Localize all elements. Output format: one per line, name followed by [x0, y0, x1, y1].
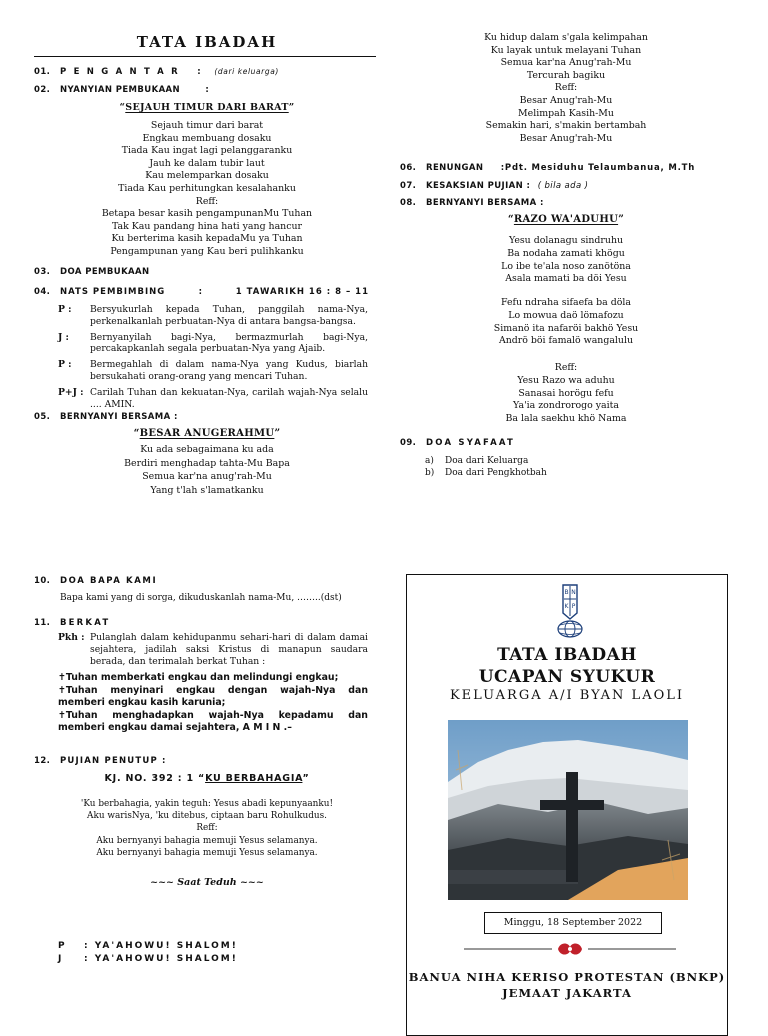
cover-photo: [448, 720, 688, 900]
syafaat-item: b) Doa dari Pengkhotbah: [425, 468, 547, 478]
bnkp-logo: [555, 583, 585, 639]
section-04: 04. NATS PEMBIMBING : 1 TAWARIKH 16 : 8 – 11: [34, 287, 369, 297]
section-02: 02. NYANYIAN PEMBUKAAN :: [34, 85, 210, 95]
song-lyrics-besar: Ku ada sebagaimana ku ada Berdiri menghadap tahta-Mu Bapa Semua kar'na anug'rah-Mu Yang t'lah s'lamatkanku: [124, 444, 290, 496]
section-03: 03. DOA PEMBUKAAN: [34, 267, 150, 277]
syafaat-list: [425, 455, 685, 479]
section-06: 06. RENUNGAN :Pdt. Mesiduhu Telaumbanua, M.Th: [400, 163, 696, 173]
song-lyrics-razo-verse1: Yesu dolanagu sindruhu Ba nodaha zamati khögu Lo ibe te'ala noso zanötöna Asala mamati ba döi Yesu: [501, 235, 631, 285]
responsive-line: P+J : Carilah Tuhan dan kekuatan-Nya, carilah wajah-Nya selalu .... AMIN.: [58, 386, 368, 410]
responsive-line: J : Bernyanyilah bagi-Nya, bermazmurlah bagi-Nya, percakapkanlah segala perbuatan-Nya yang Ajaib.: [58, 331, 368, 355]
responsive-line: P : Bermegahlah di dalam nama-Nya yang Kudus, biarlah bersukahati orang-orang yang mencari Tuhan.: [58, 359, 368, 382]
song-lyrics-ku-berbahagia: 'Ku berbahagia, yakin teguh: Yesus abadi kepunyaanku! Aku warisNya, 'ku ditebus, ciptaan baru Rohulkudus. Reff: Aku bernyanyi bahagia memuji Yesus selamanya. Aku bernyanyi bahagia memuji Yesus selamanya.: [80, 799, 334, 858]
cover-date: Minggu, 18 September 2022: [484, 912, 662, 934]
ornament-icon: [464, 941, 676, 957]
syafaat-item: a) Doa dari Keluarga: [425, 456, 529, 466]
pengantar-note: (dari keluarga): [214, 67, 279, 76]
cover-church-name: BANUA NIHA KERISO PROTESTAN (BNKP): [408, 970, 726, 984]
responsive-reading: [58, 304, 368, 414]
cover-title-1: TATA IBADAH: [497, 645, 637, 665]
ornament-divider: [464, 941, 676, 957]
svg-text:P: P: [571, 603, 576, 610]
song-title-besar: “BESAR ANUGERAHMU”: [133, 428, 281, 439]
cover-panel: [406, 574, 728, 1036]
section-07: 07. KESAKSIAN PUJIAN : ( bila ada ): [400, 181, 589, 191]
section-08: 08. BERNYANYI BERSAMA :: [400, 198, 544, 208]
svg-text:N: N: [571, 589, 576, 596]
cover-church-congregation: JEMAAT JAKARTA: [502, 986, 632, 1000]
page-title: TATA IBADAH: [136, 33, 278, 51]
blessing-line: ✝Tuhan memberkati engkau dan melindungi engkau;: [58, 672, 339, 683]
section-12: 12. PUJIAN PENUTUP :: [34, 756, 167, 766]
section-09: 09. DOA SYAFAAT: [400, 438, 515, 448]
song-title-razo: “RAZO WA'ADUHU”: [507, 214, 625, 225]
kesaksian-note: ( bila ada ): [537, 181, 589, 191]
saat-teduh: ~~~ Saat Teduh ~~~: [150, 877, 264, 888]
title-rule: [34, 56, 376, 57]
cover-title-2: UCAPAN SYUKUR: [478, 667, 656, 687]
section-11: 11. BERKAT: [34, 618, 111, 628]
bapa-kami-text: Bapa kami yang di sorga, dikuduskanlah nama-Mu, ……..(dst): [60, 593, 342, 603]
section-01: 01. P E N G A N T A R : (dari keluarga): [34, 67, 279, 77]
blessing-list: [58, 672, 368, 735]
cross-mountain-image: [448, 720, 688, 900]
song-lyrics-razo-reff: Reff: Yesu Razo wa aduhu Sanasai horögu fefu Ya'ia zondrorogo yaita Ba lala saekhu khö Nama: [505, 362, 627, 425]
svg-text:B: B: [564, 589, 569, 596]
section-10: 10. DOA BAPA KAMI: [34, 576, 158, 586]
blessing-line: ✝Tuhan menghadapkan wajah-Nya kepadamu dan memberi engkau damai sejahtera, A M I N .–: [58, 709, 368, 734]
svg-text:K: K: [564, 603, 569, 610]
kj-title: KJ. NO. 392 : 1 “KU BERBAHAGIA”: [104, 773, 310, 784]
song-lyrics-razo-verse2: Fefu ndraha sifaefa ba döla Lo mowua daö lömafozu Simanö ita nafaröi bakhö Yesu Andrö böi famalö wangalulu: [493, 297, 639, 347]
blessing-line: ✝Tuhan menyinari engkau dengan wajah-Nya dan memberi engkau kasih karunia;: [58, 684, 368, 709]
cover-subtitle: KELUARGA A/I BYAN LAOLI: [449, 688, 685, 703]
song-title-sejauh: “SEJAUH TIMUR DARI BARAT”: [119, 102, 295, 113]
song-lyrics-sejauh: Sejauh timur dari barat Engkau membuang dosaku Tiada Kau ingat lagi pelanggaranku Jauh ke dalam tubir laut Kau melemparkan dosaku Tiada Kau perhitungkan kesalahanku Reff: Betapa besar kasih pengampunanMu Tuhan Tak Kau pandang hina hati yang hancur Ku berterima kasih kepadaMu ya Tuhan Pengampunan yang Kau beri pulihkanku: [101, 120, 313, 257]
bnkp-logo-mark: [555, 583, 585, 639]
section-05: 05. BERNYANYI BERSAMA :: [34, 412, 178, 422]
closing-response: P : YA'AHOWU! SHALOM! J : YA'AHOWU! SHALOM!: [58, 941, 238, 964]
pkh-instruction: Pkh : Pulanglah dalam kehidupanmu sehari-hari di dalam damai sejahtera, jadilah saksi Kristus di manapun saudara berada, dan terimalah berkat Tuhan :: [58, 632, 368, 667]
responsive-line: P : Bersyukurlah kepada Tuhan, panggilah nama-Nya, perkenalkanlah perbuatan-Nya di antara bangsa-bangsa.: [58, 304, 368, 327]
song-lyrics-besar-continued: Ku hidup dalam s'gala kelimpahan Ku layak untuk melayani Tuhan Semua kar'na Anug'rah-Mu Tercurah bagiku Reff: Besar Anug'rah-Mu Melimpah Kasih-Mu Semakin hari, s'makin bertambah Besar Anug'rah-Mu: [484, 32, 648, 144]
